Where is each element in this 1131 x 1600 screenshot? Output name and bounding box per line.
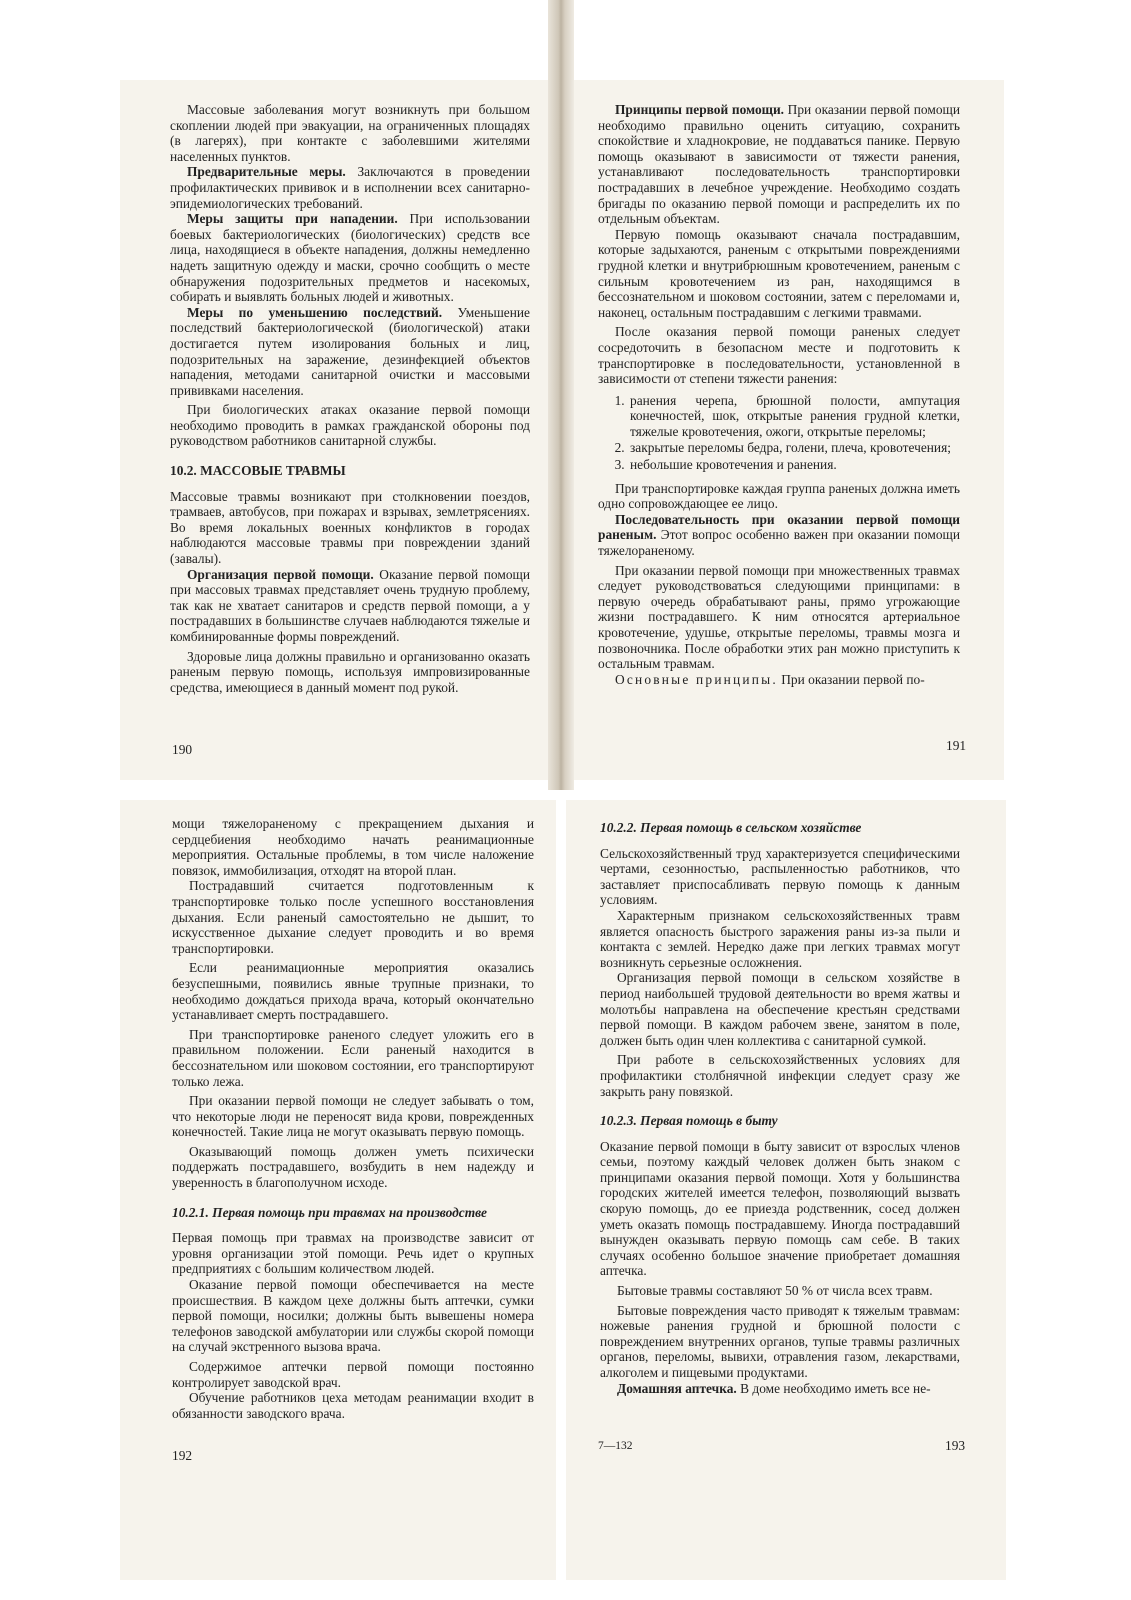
list-item: 3. небольшие кровотечения и ранения. — [628, 457, 960, 473]
run-in-heading: Принципы первой помощи. — [615, 102, 785, 117]
paragraph: При транспортировке каждая группа раненых должна иметь одно сопровождающее ее лицо. — [598, 480, 960, 512]
paragraph: После оказания первой помощи раненых следует сосредоточить в безопасном месте и подготовить к транспортировке в последовательности, установленной в зависимости от степени тяжести ранения: — [598, 324, 960, 387]
run-in-heading: Предварительные меры. — [187, 164, 346, 180]
paragraph: Содержимое аптечки первой помощи постоянно контролирует заводской врач. — [172, 1359, 534, 1390]
paragraph: При работе в сельскохозяйственных условиях для профилактики столбнячной инфекции следует сразу же закрыть рану повязкой. — [600, 1052, 960, 1099]
paragraph: мощи тяжелораненому с прекращением дыхания и сердцебиения необходимо начать реанимационные мероприятия. Остальные проблемы, в том числе наложение повязок, иммобилизация, отходят на второй план. — [172, 816, 534, 878]
page-193-text — [600, 818, 960, 1396]
paragraph: Обучение работников цеха методам реанимации входит в обязанности заводского врача. — [172, 1390, 534, 1421]
subsection-heading: 10.2.2. Первая помощь в сельском хозяйстве — [600, 820, 862, 835]
run-in-heading: Меры защиты при нападении. — [187, 211, 398, 227]
run-in-heading: Домашняя аптечка. — [617, 1380, 737, 1396]
page-190-text — [170, 102, 530, 695]
section-heading: 10.2. МАССОВЫЕ ТРАВМЫ — [170, 463, 346, 479]
page-number: 191 — [946, 738, 967, 753]
spaced-heading: Основные принципы. — [615, 671, 778, 687]
run-in-heading: Последовательность при оказании первой помощи раненым. — [598, 511, 960, 543]
signature-mark: 7—132 — [598, 1440, 633, 1452]
paragraph: Предварительные меры. Заключаются в проведении профилактических прививок и в исполнении всех санитарно-эпидемиологических требований. — [170, 164, 530, 211]
paragraph: Организация первой помощи. Оказание первой помощи при массовых травмах представляет очень трудную проблему, так как не хватает санитаров и средств первой помощи, а у пострадавших в большинстве случаев наблюдаются тяжелые и комбинированные формы повреждений. — [170, 566, 530, 644]
paragraph: Бытовые травмы составляют 50 % от числа всех травм. — [617, 1283, 933, 1299]
paragraph: Сельскохозяйственный труд характеризуется специфическими чертами, сезонностью, распыленностью работников, что заставляет приспосабливать первую помощь к данным условиям. — [600, 845, 960, 908]
paragraph: Оказывающий помощь должен уметь психически поддержать пострадавшего, возбудить в нем надежду и уверенность в благополучном исходе. — [172, 1143, 534, 1191]
paragraph: Организация первой помощи в сельском хозяйстве в период наибольшей трудовой деятельности во время жатвы и молотьбы направлена на обеспечение крестьян средствами первой помощи. В каждом рабочем звене, занятом в поле, должен быть один член коллектива с санитарной сумкой. — [600, 970, 960, 1048]
casualty-priority-list — [598, 393, 960, 473]
paragraph: Пострадавший считается подготовленным к транспортировке только после успешного восстановления дыхания. Если раненый самостоятельно не дышит, то искусственное дыхание следует проводить и во время транспортировки. — [172, 878, 534, 956]
paragraph: При оказании первой помощи не следует забывать о том, что некоторые люди не переносят вида крови, поврежденных конечностей. Такие лица не могут оказывать первую помощь. — [172, 1093, 534, 1140]
paragraph: Меры защиты при нападении. При использовании боевых бактериологических (биологических) средств все лица, находящиеся в объекте нападения, должны немедленно надеть защитную одежду и маски, срочно сообщить о месте обнаружения подозрительных предметов и насекомых, собирать и выявлять больных людей и животных. — [170, 211, 530, 305]
paragraph: Если реанимационные мероприятия оказались безуспешными, появились явные трупные признаки, то необходимо дождаться прихода врача, который окончательно устанавливает смерть пострадавшего. — [172, 960, 534, 1023]
paragraph: Первую помощь оказывают сначала пострадавшим, которые задыхаются, раненым с открытыми повреждениями грудной клетки и внутрибрюшным кровотечением, раненым с сильным кровотечением из ран, находящимся в бессознательном и шоковом состоянии, затем с переломами и, наконец, остальным пострадавшим с легкими травмами. — [598, 226, 960, 320]
paragraph: Основные принципы. При оказании первой по- — [615, 671, 925, 687]
list-item: 1. ранения черепа, брюшной полости, ампутация конечностей, шок, открытые ранения грудной клетки, тяжелые кровотечения, ожоги, открытые переломы; — [628, 393, 960, 440]
run-in-heading: Меры по уменьшению последствий. — [187, 304, 443, 320]
paragraph: Принципы первой помощи. При оказании первой помощи необходимо правильно оценить ситуацию, сохранить спокойствие и хладнокровие, не поддаваться панике. Первую помощь оказывают в зависимости от тяжести ранения, устанавливают последовательность транспортировки пострадавших в лечебное учреждение. Необходимо создать бригады по оказанию первой помощи и распределить их по отдельным объектам. — [598, 102, 960, 227]
spread-bottom — [0, 800, 1131, 1600]
paragraph: Меры по уменьшению последствий. Уменьшение последствий бактериологической (биологической) атаки достигается путем изолирования больных и лиц, подозрительных на заражение, дезинфекцией объектов нападения, методами санитарной очистки и массовыми прививками населения. — [170, 304, 530, 398]
list-item: 2. закрытые переломы бедра, голени, плеча, кровотечения; — [628, 440, 960, 456]
paragraph: Последовательность при оказании первой помощи раненым. Этот вопрос особенно важен при оказании помощи тяжелораненому. — [598, 511, 960, 559]
subsection-heading: 10.2.3. Первая помощь в быту — [600, 1113, 778, 1129]
page-192-text — [172, 816, 534, 1421]
paragraph: Массовые травмы возникают при столкновении поездов, трамваев, автобусов, при пожарах и взрывах, землетрясениях. Во время локальных военных конфликтов в городах наблюдаются массовые травмы при повреждении зданий (завалы). — [170, 488, 530, 567]
paragraph: Домашняя аптечка. В доме необходимо иметь все не- — [617, 1380, 931, 1396]
paragraph: Оказание первой помощи обеспечивается на месте происшествия. В каждом цехе должны быть аптечки, сумки первой помощи, носилки; должны быть вывешены номера телефонов заводской амбулатории или службы скорой помощи на случай экстренного вызова врача. — [172, 1277, 534, 1355]
page-number: 190 — [172, 742, 193, 757]
spread-top — [0, 0, 1131, 790]
paragraph: Здоровые лица должны правильно и организованно оказать раненым первую помощь, используя импровизированные средства, имеющиеся в данный момент под рукой. — [170, 648, 530, 695]
subsection-heading: 10.2.1. Первая помощь при травмах на производстве — [172, 1204, 487, 1220]
paragraph: При транспортировке раненого следует уложить его в правильном положении. Если раненый находится в бессознательном или шоковом состоянии, его транспортируют только лежа. — [172, 1026, 534, 1089]
paragraph: Оказание первой помощи в быту зависит от взрослых членов семьи, поэтому каждый человек должен быть знаком с принципами оказания первой помощи. Хотя у большинства городских жителей имеется телефон, позволяющий вызвать скорую помощь, до ее приезда родственник, сосед должен уметь оказать помощь пострадавшему. Иногда пострадавший вынужден оказывать первую помощь сам себе. В таких случаях особенно большое значение приобретает домашняя аптечка. — [600, 1138, 960, 1279]
paragraph: Характерным признаком сельскохозяйственных травм является опасность быстрого заражения раны из-за пыли и контакта с землей. Нередко даже при легких травмах могут возникнуть серьезные осложнения. — [600, 907, 960, 970]
book-gutter — [548, 0, 574, 790]
paragraph: При оказании первой помощи при множественных травмах следует руководствоваться следующими принципами: в первую очередь обрабатывают раны, прямо угрожающие жизни пострадавшего. К ним относятся артериальное кровотечение, удушье, открытые переломы, травмы мозга и позвоночника. После обработки этих ран можно приступить к остальным травмам. — [598, 562, 960, 672]
page-number: 193 — [945, 1438, 966, 1453]
page-191-text — [598, 102, 960, 687]
run-in-heading: Организация первой помощи. — [187, 566, 374, 582]
paragraph: При биологических атаках оказание первой помощи необходимо проводить в рамках гражданской обороны под руководством работников санитарной службы. — [170, 402, 530, 449]
paragraph: Бытовые повреждения часто приводят к тяжелым травмам: ножевые ранения грудной и брюшной полости с повреждением внутренних органов, тупые травмы различных органов, переломы, вывихи, отравления газом, лекарствами, алкоголем и пищевыми продуктами. — [600, 1302, 960, 1380]
page-number: 192 — [172, 1448, 193, 1463]
paragraph: Массовые заболевания могут возникнуть при большом скоплении людей при эвакуации, на ограниченных площадях (в лагерях), при контакте с заболевшими жителями населенных пунктов. — [170, 102, 530, 164]
paragraph: Первая помощь при травмах на производстве зависит от уровня организации этой помощи. Речь идет о крупных предприятиях с большим количеством людей. — [172, 1230, 534, 1277]
